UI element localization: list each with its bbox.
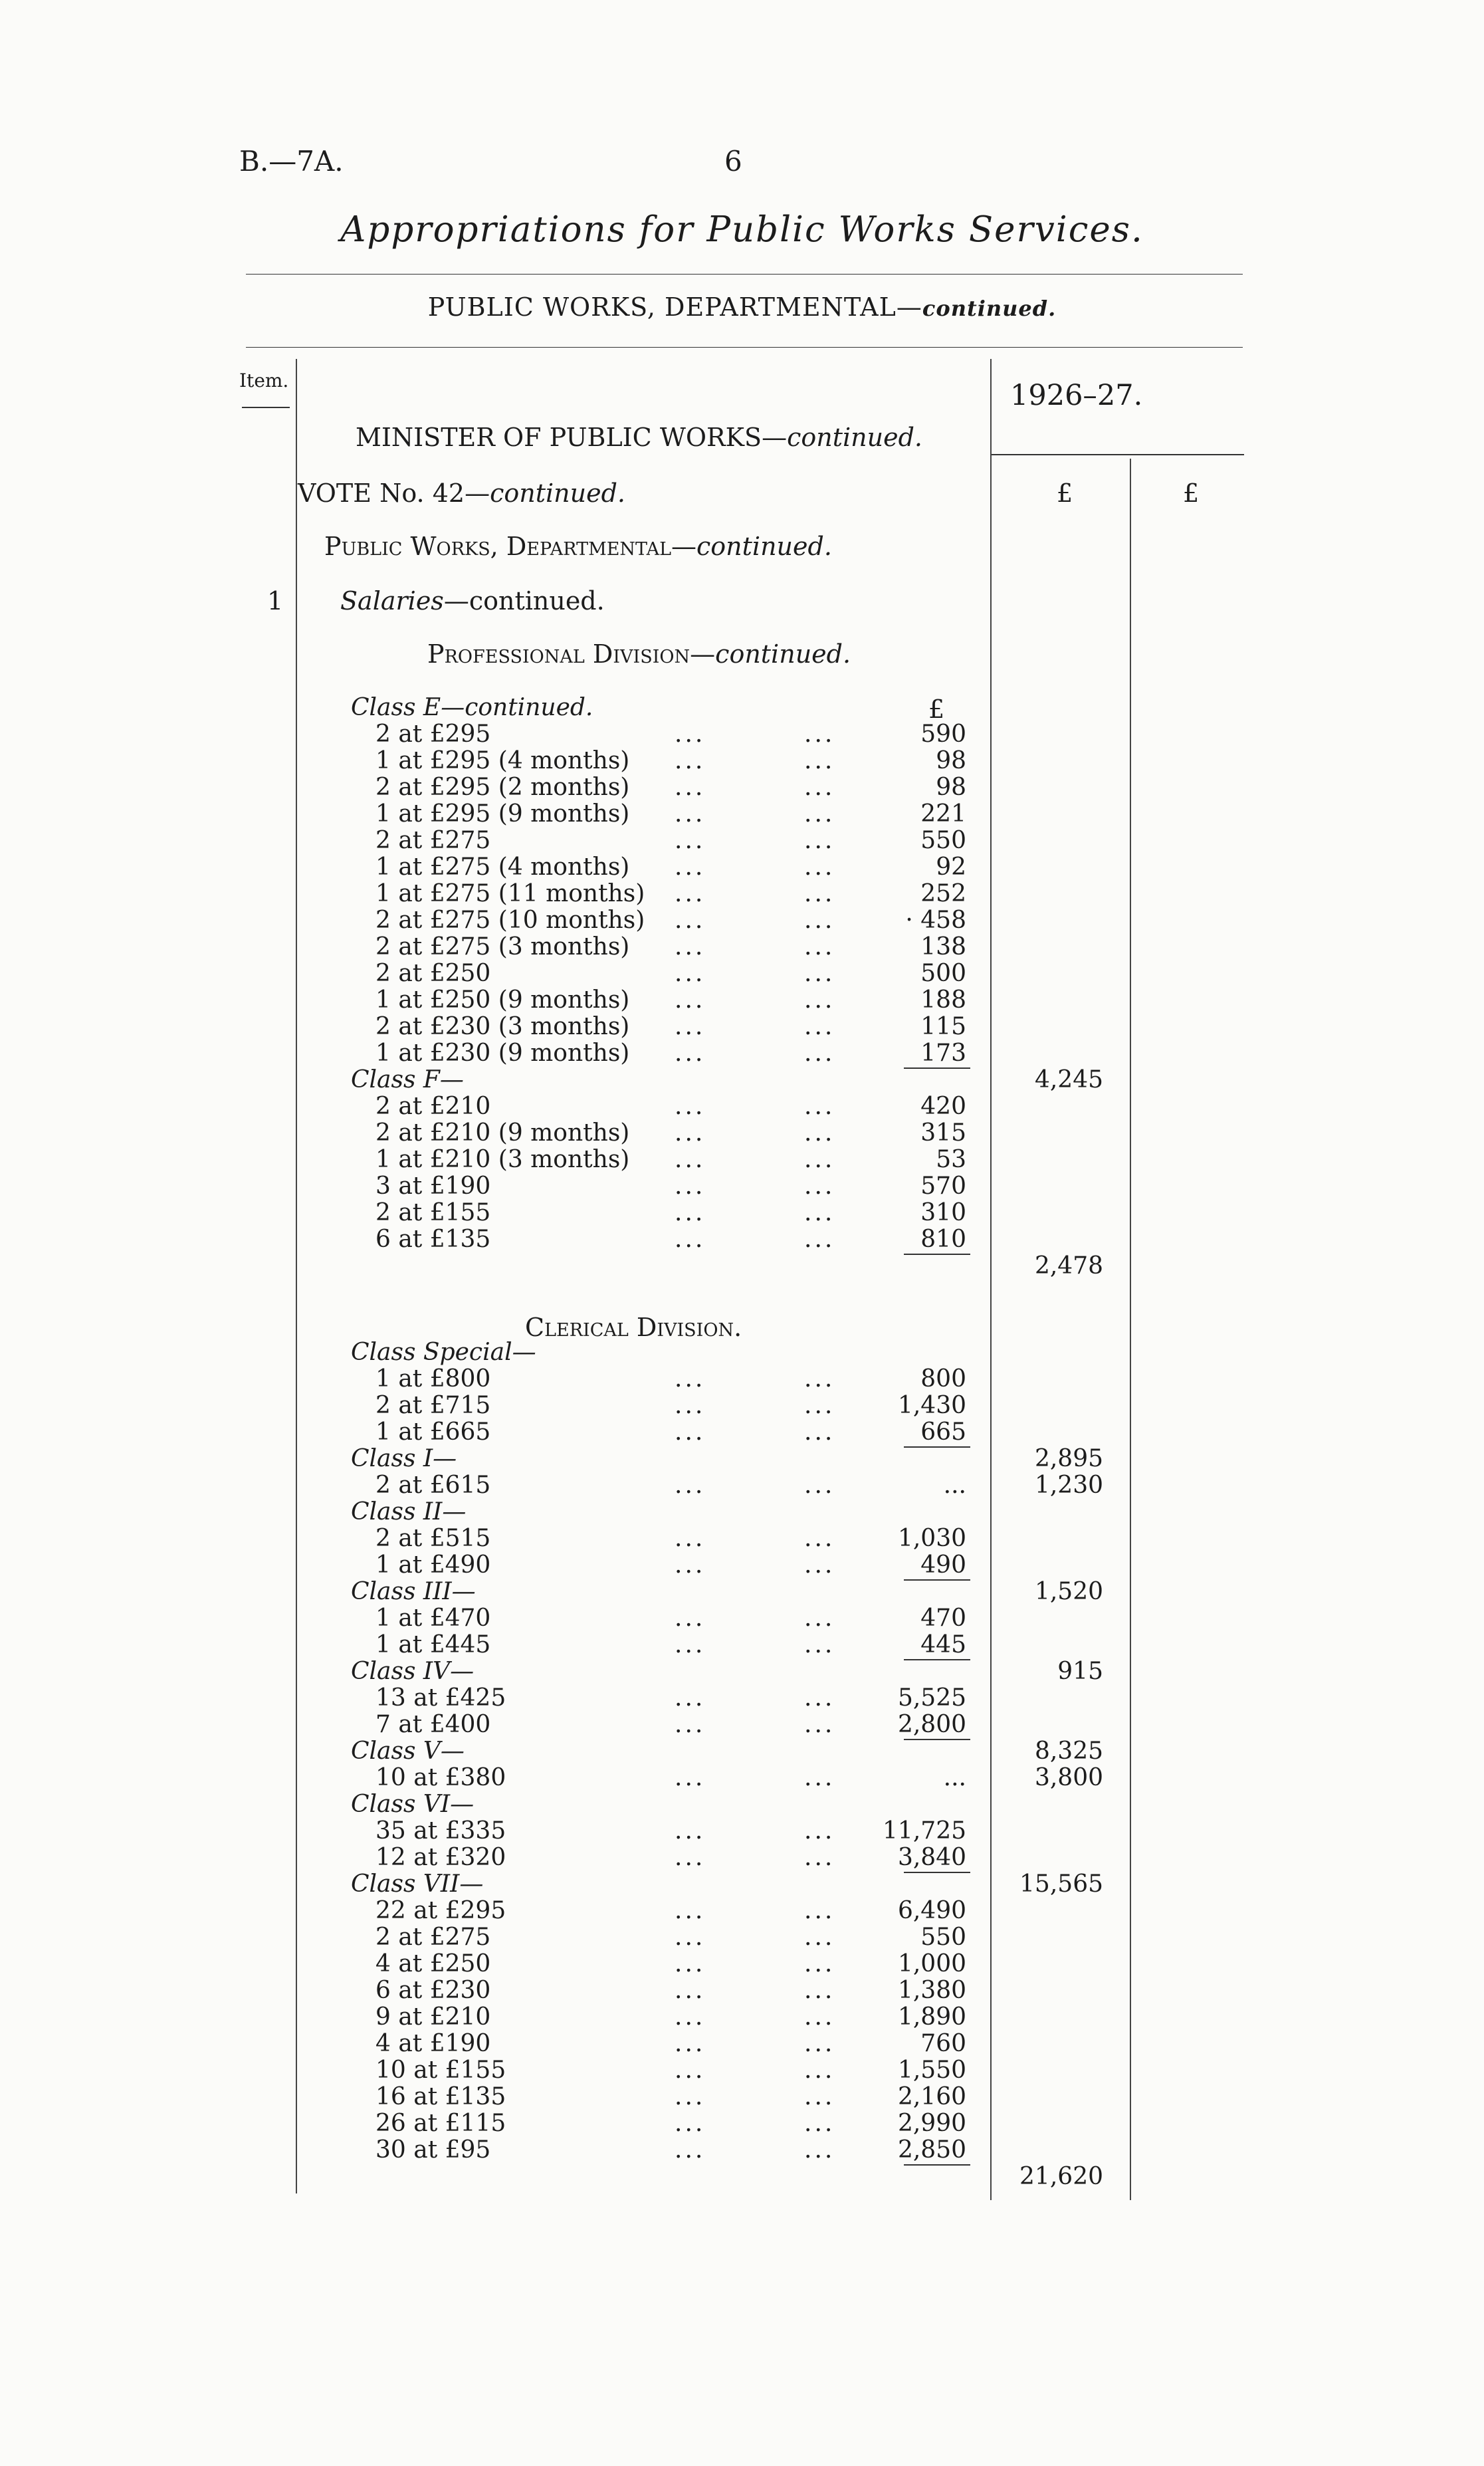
clerical-division-heading: Clerical Division. — [525, 1313, 742, 1342]
row-label: 10 at £380 — [375, 1764, 506, 1791]
row-amount: 315 — [920, 1119, 966, 1147]
row-label: 1 at £250 (9 months) — [375, 986, 630, 1014]
leader-dots: ... — [675, 2057, 706, 2084]
leader-dots: ... — [675, 2003, 706, 2031]
salary-row — [0, 1393, 1484, 1419]
row-amount: 188 — [920, 986, 966, 1014]
class-heading-row — [0, 1339, 1484, 1366]
row-label: Class III— — [351, 1578, 476, 1605]
row-amount: 11,725 — [883, 1817, 966, 1845]
leader-dots: ... — [804, 1844, 835, 1871]
salary-row — [0, 1552, 1484, 1579]
leader-dots: ... — [804, 907, 835, 934]
leader-dots: ... — [804, 986, 835, 1014]
leader-dots: ... — [675, 880, 706, 907]
leader-dots: ... — [675, 1977, 706, 2004]
row-amount: 1,030 — [897, 1525, 966, 1552]
class-heading-row — [0, 695, 1484, 721]
professional-division-heading — [427, 639, 851, 669]
year-rule — [992, 454, 1244, 455]
leader-dots: ... — [804, 1119, 835, 1147]
leader-dots: ... — [804, 774, 835, 801]
salary-row — [0, 1525, 1484, 1552]
row-label: 1 at £490 — [375, 1551, 491, 1579]
row-label: Class IV— — [351, 1658, 475, 1685]
class-heading-row — [0, 1446, 1484, 1472]
class-subtotal: 8,325 — [1034, 1737, 1103, 1765]
currency-header-1: £ — [1057, 479, 1073, 508]
leader-dots: ... — [675, 1525, 706, 1552]
row-label: 13 at £425 — [375, 1684, 506, 1712]
professional-division-cont: continued. — [715, 639, 851, 669]
page-number: 6 — [724, 145, 742, 177]
salary-row — [0, 1951, 1484, 1977]
leader-dots: ... — [804, 2057, 835, 2084]
row-label: 2 at £230 (3 months) — [375, 1013, 630, 1040]
row-amount: 470 — [920, 1605, 966, 1632]
leader-dots: ... — [675, 774, 706, 801]
row-amount: 800 — [920, 1365, 966, 1393]
department-heading-main: Public Works, Departmental— — [324, 532, 697, 561]
salary-row — [0, 1120, 1484, 1147]
title-rule — [246, 274, 1243, 275]
salary-row — [0, 1632, 1484, 1658]
leader-dots: ... — [675, 1711, 706, 1738]
leader-dots: ... — [675, 1817, 706, 1845]
currency-header-2: £ — [1183, 479, 1200, 508]
salary-row — [0, 1200, 1484, 1226]
amount-currency: £ — [928, 695, 945, 724]
row-amount: 310 — [920, 1199, 966, 1226]
row-amount: 550 — [920, 1924, 966, 1951]
leader-dots: ... — [675, 1093, 706, 1120]
row-amount: 115 — [920, 1013, 966, 1040]
class-subtotal: 2,478 — [1034, 1252, 1103, 1280]
department-heading-cont: continued. — [696, 532, 832, 561]
leader-dots: ... — [804, 1950, 835, 1977]
row-amount: 221 — [920, 800, 966, 828]
page-subtitle — [0, 292, 1484, 322]
row-amount: 500 — [920, 960, 966, 987]
class-heading-row — [0, 1658, 1484, 1685]
leader-dots: ... — [675, 1551, 706, 1579]
subtitle-rule — [246, 347, 1243, 348]
class-heading-row — [0, 1791, 1484, 1818]
row-label: 6 at £230 — [375, 1977, 491, 2004]
row-label: 16 at £135 — [375, 2083, 506, 2110]
leader-dots: ... — [675, 907, 706, 934]
salary-row — [0, 1419, 1484, 1446]
leader-dots: ... — [804, 1472, 835, 1499]
leader-dots: ... — [804, 1764, 835, 1791]
salary-row — [0, 1173, 1484, 1200]
row-label: 1 at £800 — [375, 1365, 491, 1393]
leader-dots: ... — [675, 2030, 706, 2057]
row-amount: 2,850 — [897, 2136, 966, 2164]
leader-dots: ... — [675, 1631, 706, 1658]
salary-row — [0, 1685, 1484, 1712]
leader-dots: ... — [804, 1977, 835, 2004]
row-amount: 1,890 — [897, 2003, 966, 2031]
row-label: 12 at £320 — [375, 1844, 506, 1871]
leader-dots: ... — [675, 1684, 706, 1712]
leader-dots: ... — [804, 2083, 835, 2110]
ministry-heading — [356, 423, 922, 452]
leader-dots: ... — [804, 827, 835, 854]
leader-dots: ... — [804, 1146, 835, 1173]
leader-dots: ... — [804, 2110, 835, 2137]
salaries-heading-main: Salaries — [340, 586, 444, 616]
row-amount: 53 — [936, 1146, 966, 1173]
row-amount: 445 — [920, 1631, 966, 1658]
row-label: 9 at £210 — [375, 2003, 491, 2031]
leader-dots: ... — [804, 960, 835, 987]
row-label: Class II— — [351, 1498, 467, 1525]
row-label: 2 at £155 — [375, 1199, 491, 1226]
leader-dots: ... — [804, 1817, 835, 1845]
row-amount: · 458 — [905, 907, 966, 934]
leader-dots: ... — [675, 1226, 706, 1253]
salary-row — [0, 1014, 1484, 1040]
leader-dots: ... — [675, 1365, 706, 1393]
leader-dots: ... — [804, 880, 835, 907]
ministry-heading-cont: continued. — [787, 423, 922, 452]
salary-row — [0, 1147, 1484, 1173]
salary-row — [0, 934, 1484, 960]
salary-row — [0, 854, 1484, 881]
leader-dots: ... — [804, 2136, 835, 2164]
salary-row — [0, 1924, 1484, 1951]
leader-dots: ... — [804, 1525, 835, 1552]
leader-dots: ... — [675, 1040, 706, 1067]
leader-dots: ... — [675, 1950, 706, 1977]
row-amount: 1,430 — [897, 1392, 966, 1419]
salary-row — [0, 1845, 1484, 1871]
row-amount: 665 — [920, 1418, 966, 1446]
leader-dots: ... — [675, 2136, 706, 2164]
salary-row — [0, 2031, 1484, 2057]
leader-dots: ... — [804, 721, 835, 748]
salary-row — [0, 1253, 1484, 1280]
row-label: 2 at £715 — [375, 1392, 491, 1419]
leader-dots: ... — [675, 2083, 706, 2110]
row-label: Class VI— — [351, 1791, 475, 1818]
row-label: Class E—continued. — [351, 694, 593, 721]
row-label: 2 at £210 — [375, 1093, 491, 1120]
leader-dots: ... — [675, 747, 706, 774]
class-subtotal: 1,230 — [1034, 1472, 1103, 1499]
class-subtotal: 4,245 — [1034, 1066, 1103, 1093]
row-amount: 570 — [920, 1173, 966, 1200]
row-amount: 1,380 — [897, 1977, 966, 2004]
department-heading — [324, 532, 832, 561]
salary-row — [0, 1818, 1484, 1845]
class-subtotal: 15,565 — [1019, 1870, 1103, 1898]
row-label: 1 at £275 (4 months) — [375, 853, 630, 881]
salary-row — [0, 2137, 1484, 2164]
leader-dots: ... — [675, 1199, 706, 1226]
leader-dots: ... — [675, 1013, 706, 1040]
leader-dots: ... — [675, 1173, 706, 1200]
salary-row — [0, 748, 1484, 774]
salary-row — [0, 907, 1484, 934]
salary-row — [0, 774, 1484, 801]
salary-row — [0, 1093, 1484, 1120]
vote-heading — [298, 479, 625, 508]
row-label: 1 at £275 (11 months) — [375, 880, 645, 907]
row-amount: 1,000 — [897, 1950, 966, 1977]
class-heading-row — [0, 1499, 1484, 1525]
row-amount: 810 — [920, 1226, 966, 1253]
salary-row — [0, 1765, 1484, 1791]
row-amount: 252 — [920, 880, 966, 907]
salary-row — [0, 960, 1484, 987]
row-amount: 2,160 — [897, 2083, 966, 2110]
row-amount: 490 — [920, 1551, 966, 1579]
class-subtotal: 2,895 — [1034, 1445, 1103, 1472]
page-title: Appropriations for Public Works Services. — [340, 209, 1144, 250]
leader-dots: ... — [804, 2030, 835, 2057]
salary-row — [0, 1898, 1484, 1924]
leader-dots: ... — [675, 721, 706, 748]
row-label: 2 at £275 — [375, 1924, 491, 1951]
leader-dots: ... — [804, 933, 835, 960]
row-label: 2 at £515 — [375, 1525, 491, 1552]
salaries-heading-cont: —continued. — [443, 586, 605, 616]
row-label: 10 at £155 — [375, 2057, 506, 2084]
row-label: 1 at £445 — [375, 1631, 491, 1658]
professional-division-main: Professional Division— — [427, 639, 716, 669]
leader-dots: ... — [675, 1146, 706, 1173]
row-label: Class Special— — [351, 1339, 536, 1366]
salary-row — [0, 1226, 1484, 1253]
row-amount: ... — [943, 1472, 966, 1499]
salary-row — [0, 2164, 1484, 2190]
leader-dots: ... — [804, 853, 835, 881]
row-label: 2 at £275 (10 months) — [375, 907, 645, 934]
leader-dots: ... — [675, 800, 706, 828]
leader-dots: ... — [804, 1924, 835, 1951]
leader-dots: ... — [804, 1040, 835, 1067]
row-amount: 2,990 — [897, 2110, 966, 2137]
leader-dots: ... — [804, 1711, 835, 1738]
class-subtotal: 1,520 — [1034, 1578, 1103, 1605]
row-label: 7 at £400 — [375, 1711, 491, 1738]
row-label: 30 at £95 — [375, 2136, 491, 2164]
row-amount: 98 — [936, 747, 966, 774]
leader-dots: ... — [804, 1684, 835, 1712]
row-label: Class F— — [351, 1066, 464, 1093]
row-label: 1 at £230 (9 months) — [375, 1040, 630, 1067]
leader-dots: ... — [804, 2003, 835, 2031]
leader-dots: ... — [675, 1897, 706, 1924]
row-label: 4 at £250 — [375, 1950, 491, 1977]
row-label: 2 at £275 — [375, 827, 491, 854]
row-amount: 173 — [920, 1040, 966, 1067]
row-amount: 2,800 — [897, 1711, 966, 1738]
leader-dots: ... — [804, 1897, 835, 1924]
class-subtotal: 915 — [1057, 1658, 1103, 1685]
class-heading-row — [0, 1067, 1484, 1093]
row-label: 2 at £615 — [375, 1472, 491, 1499]
class-subtotal: 3,800 — [1034, 1764, 1103, 1791]
leader-dots: ... — [804, 1631, 835, 1658]
class-subtotal: 21,620 — [1019, 2163, 1103, 2190]
row-label: Class VII— — [351, 1870, 484, 1898]
salary-row — [0, 801, 1484, 828]
row-label: 22 at £295 — [375, 1897, 506, 1924]
leader-dots: ... — [675, 1472, 706, 1499]
item-column-header: Item. — [239, 370, 289, 392]
ministry-heading-main: MINISTER OF PUBLIC WORKS— — [356, 423, 788, 452]
salary-row — [0, 2004, 1484, 2031]
row-label: 3 at £190 — [375, 1173, 491, 1200]
class-heading-row — [0, 1871, 1484, 1898]
leader-dots: ... — [675, 960, 706, 987]
leader-dots: ... — [675, 1605, 706, 1632]
row-amount: 98 — [936, 774, 966, 801]
row-amount: 6,490 — [897, 1897, 966, 1924]
row-amount: 5,525 — [897, 1684, 966, 1712]
salary-row — [0, 721, 1484, 748]
class-heading-row — [0, 1738, 1484, 1765]
row-label: 2 at £295 (2 months) — [375, 774, 630, 801]
row-label: 35 at £335 — [375, 1817, 506, 1845]
leader-dots: ... — [804, 1365, 835, 1393]
item-header-rule — [242, 407, 290, 408]
row-amount: 92 — [936, 853, 966, 881]
salaries-heading — [340, 586, 605, 616]
salary-row — [0, 2110, 1484, 2137]
row-amount: 760 — [920, 2030, 966, 2057]
row-label: Class I— — [351, 1445, 457, 1472]
leader-dots: ... — [804, 1392, 835, 1419]
row-label: 6 at £135 — [375, 1226, 491, 1253]
leader-dots: ... — [675, 1764, 706, 1791]
leader-dots: ... — [804, 1173, 835, 1200]
leader-dots: ... — [675, 827, 706, 854]
row-amount: 3,840 — [897, 1844, 966, 1871]
row-amount: ... — [943, 1764, 966, 1791]
salary-row — [0, 1605, 1484, 1632]
leader-dots: ... — [675, 1119, 706, 1147]
leader-dots: ... — [675, 986, 706, 1014]
salary-row — [0, 1040, 1484, 1067]
row-label: 1 at £210 (3 months) — [375, 1146, 630, 1173]
row-label: 1 at £295 (9 months) — [375, 800, 630, 828]
vote-heading-main: VOTE No. 42— — [298, 479, 490, 508]
row-label: 4 at £190 — [375, 2030, 491, 2057]
leader-dots: ... — [675, 1418, 706, 1446]
leader-dots: ... — [675, 1924, 706, 1951]
salary-row — [0, 2084, 1484, 2110]
row-amount: 1,550 — [897, 2057, 966, 2084]
salary-row — [0, 987, 1484, 1014]
leader-dots: ... — [675, 853, 706, 881]
salary-row — [0, 828, 1484, 854]
salary-row — [0, 1366, 1484, 1393]
row-label: 2 at £275 (3 months) — [375, 933, 630, 960]
row-amount: 138 — [920, 933, 966, 960]
leader-dots: ... — [675, 2110, 706, 2137]
row-amount: 590 — [920, 721, 966, 748]
salary-row — [0, 2057, 1484, 2084]
row-label: 2 at £210 (9 months) — [375, 1119, 630, 1147]
leader-dots: ... — [804, 1013, 835, 1040]
row-label: 1 at £665 — [375, 1418, 491, 1446]
row-amount: 420 — [920, 1093, 966, 1120]
subtitle-main: PUBLIC WORKS, DEPARTMENTAL— — [427, 292, 922, 322]
salary-row — [0, 881, 1484, 907]
leader-dots: ... — [804, 1199, 835, 1226]
salary-row — [0, 1977, 1484, 2004]
leader-dots: ... — [804, 1551, 835, 1579]
row-label: 1 at £470 — [375, 1605, 491, 1632]
row-label: Class V— — [351, 1737, 465, 1765]
row-label: 2 at £295 — [375, 721, 491, 748]
vote-heading-cont: continued. — [490, 479, 625, 508]
salary-row — [0, 1712, 1484, 1738]
year-header: 1926–27. — [1010, 379, 1143, 412]
row-amount: 550 — [920, 827, 966, 854]
leader-dots: ... — [675, 933, 706, 960]
leader-dots: ... — [675, 1844, 706, 1871]
row-label: 1 at £295 (4 months) — [375, 747, 630, 774]
leader-dots: ... — [804, 1093, 835, 1120]
leader-dots: ... — [804, 747, 835, 774]
class-heading-row — [0, 1579, 1484, 1605]
item-number: 1 — [267, 586, 284, 616]
leader-dots: ... — [804, 1605, 835, 1632]
document-code: B.—7A. — [239, 145, 344, 177]
leader-dots: ... — [804, 1226, 835, 1253]
row-label: 2 at £250 — [375, 960, 491, 987]
leader-dots: ... — [675, 1392, 706, 1419]
leader-dots: ... — [804, 1418, 835, 1446]
salary-row — [0, 1472, 1484, 1499]
leader-dots: ... — [804, 800, 835, 828]
row-label: 26 at £115 — [375, 2110, 506, 2137]
subtitle-continued: continued. — [922, 296, 1057, 321]
